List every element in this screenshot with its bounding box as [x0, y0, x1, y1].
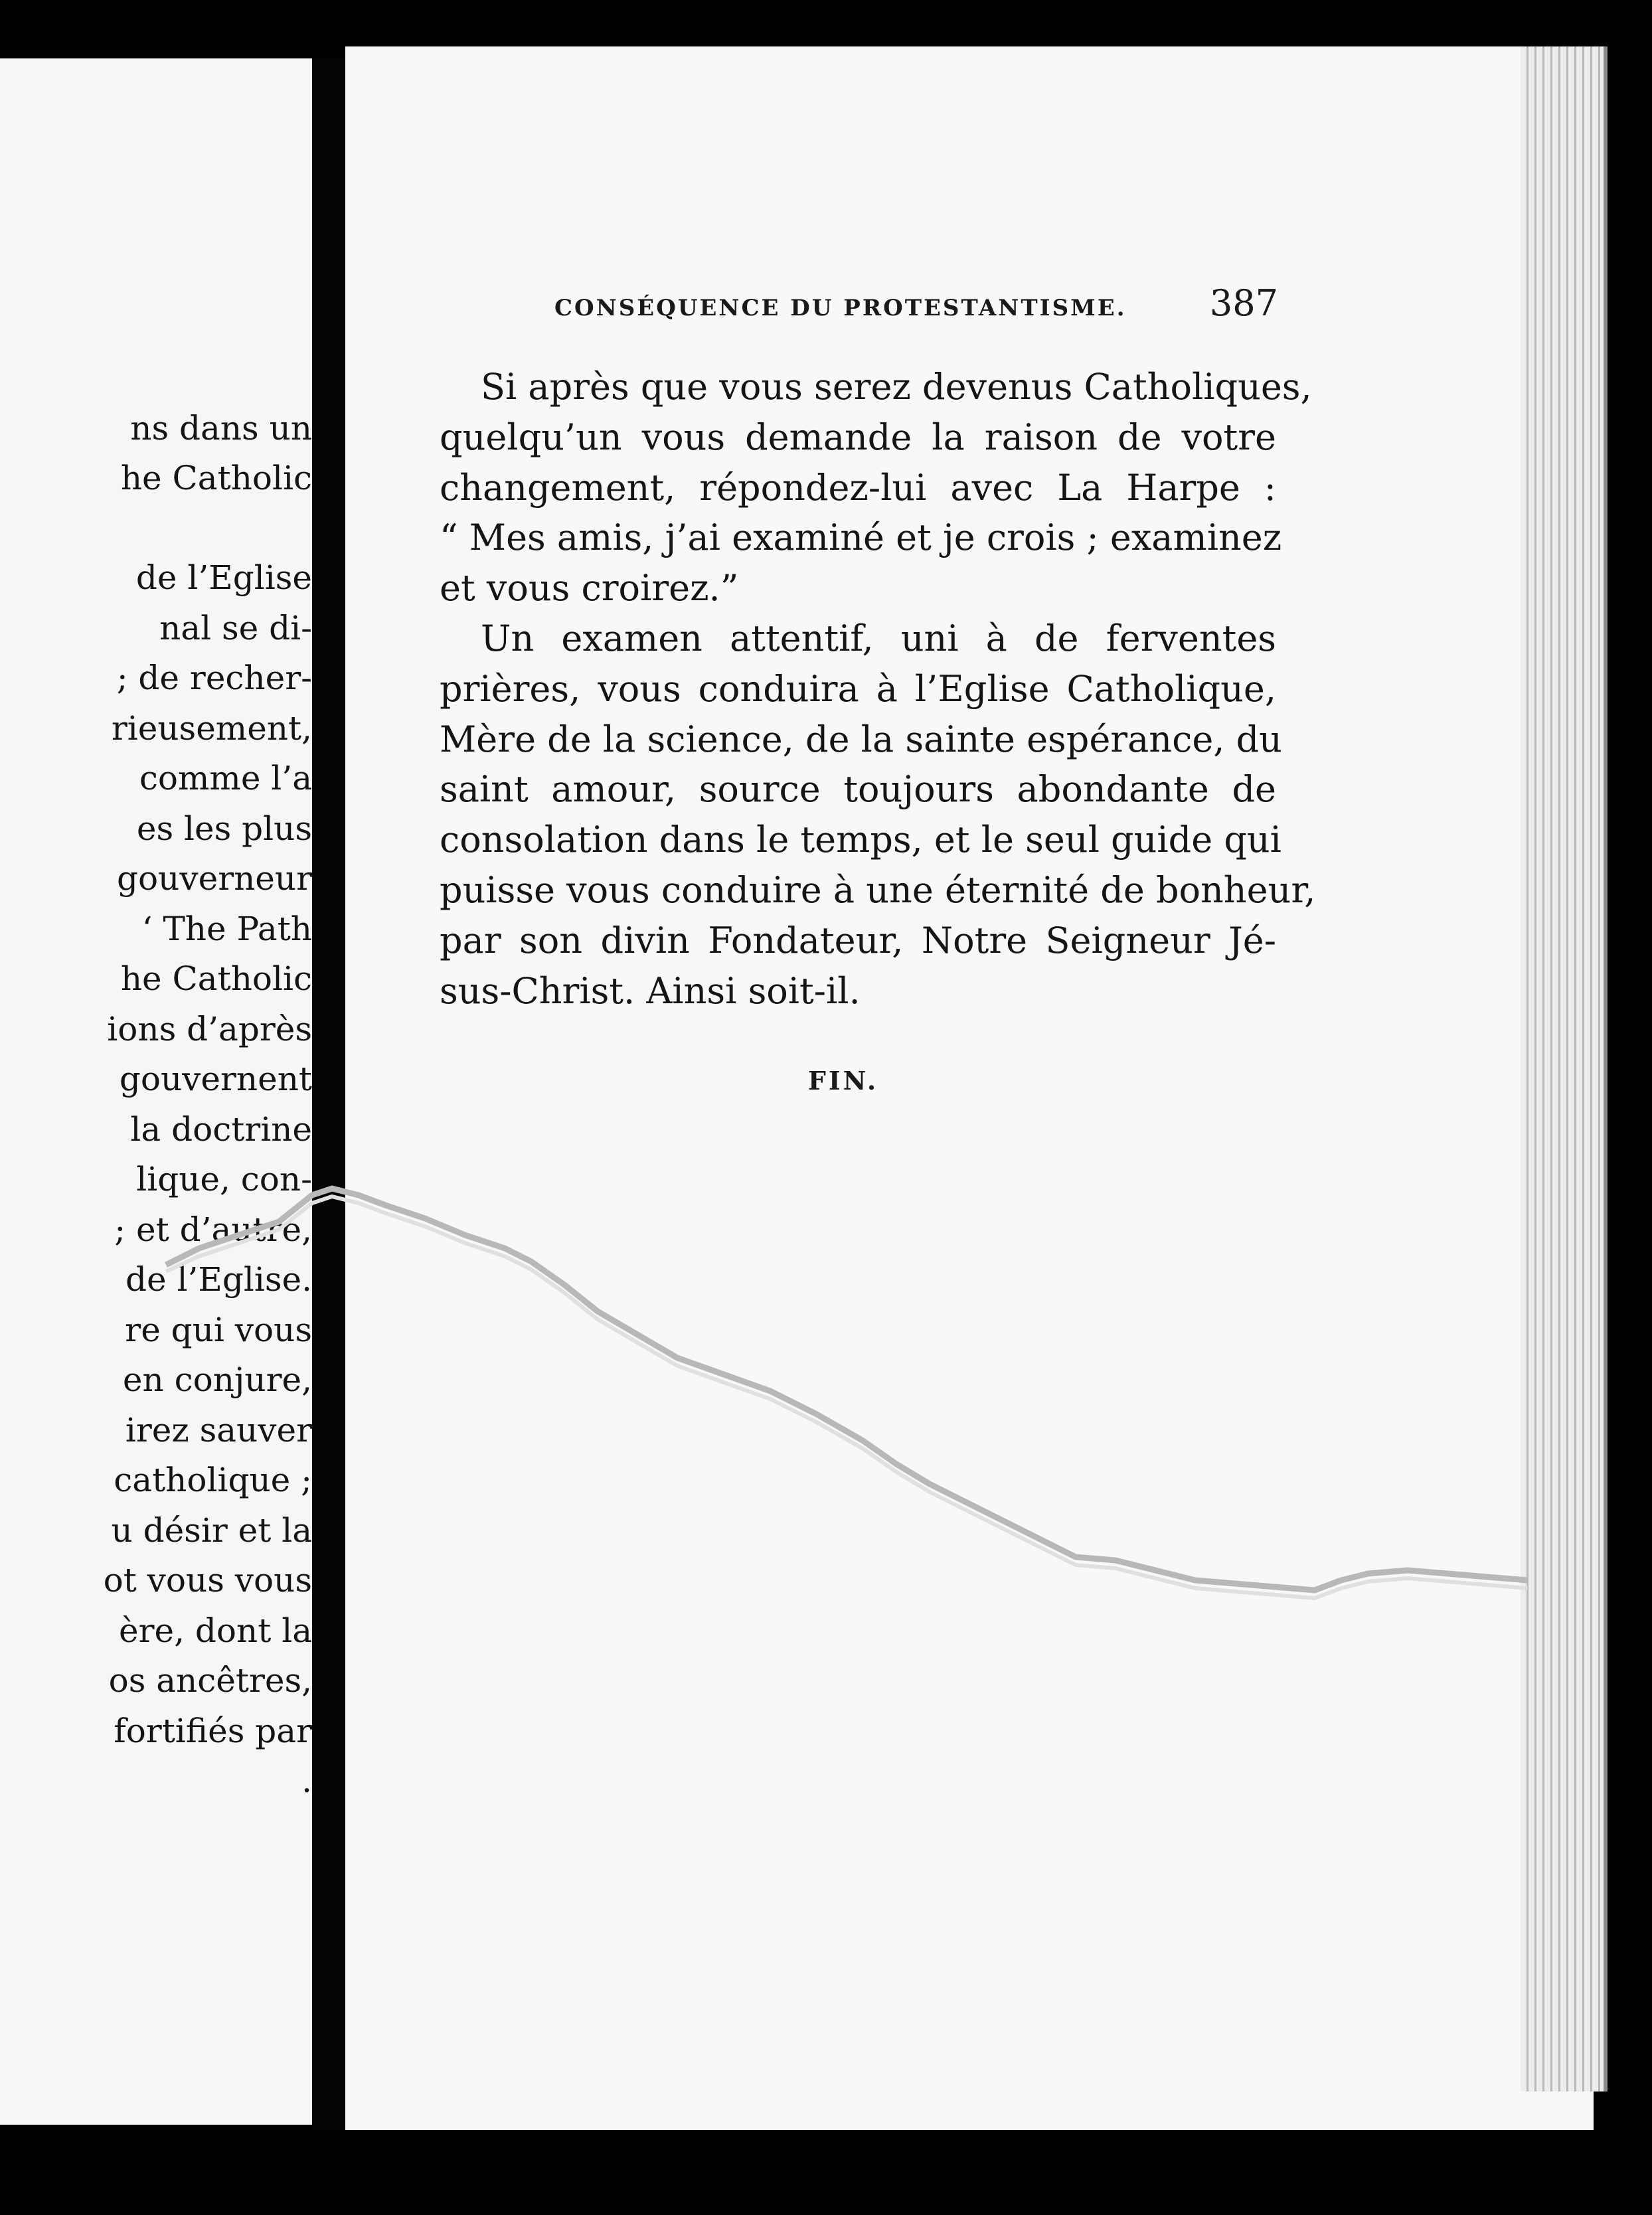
left-page-line: rieusement, — [111, 709, 312, 748]
left-page-line: de l’Eglise. — [125, 1260, 312, 1299]
left-page-line: he Catholic — [120, 459, 312, 497]
left-page-line: u désir et la — [111, 1511, 312, 1550]
left-page-line: ‘ The Path — [141, 910, 312, 948]
left-page-line: en conjure, — [122, 1360, 312, 1399]
end-mark: FIN. — [807, 1066, 879, 1096]
left-facing-page — [0, 58, 312, 2125]
paragraph-2-line: par son divin Fondateur, Notre Seigneur Jé- — [440, 919, 1276, 961]
left-page-line: os ancêtres, — [108, 1661, 312, 1700]
left-page-line: re qui vous — [125, 1311, 312, 1349]
left-page-line: de l’Eglise — [135, 558, 312, 597]
page-edges — [1521, 46, 1608, 2092]
running-head — [554, 282, 1278, 329]
paragraph-1-line: changement, répondez-lui avec La Harpe : — [440, 466, 1276, 509]
left-page-line: comme l’a — [139, 759, 312, 797]
left-page-line: la doctrine — [130, 1110, 312, 1149]
body-text — [440, 362, 1316, 1016]
paragraph-1-line: Si après que vous serez devenus Catholiques, — [481, 366, 1312, 408]
left-page-line: gouverneur — [117, 859, 312, 898]
left-page-line: nal se di- — [159, 609, 312, 647]
paragraph-2-line: prières, vous conduira à l’Eglise Catholique, — [440, 667, 1276, 710]
paragraph-2-line: consolation dans le temps, et le seul guide qui — [440, 819, 1281, 861]
paragraph-2-line: sus-Christ. Ainsi soit-il. — [440, 969, 861, 1012]
left-page-line: ns dans un — [130, 409, 312, 448]
paragraph-2-line: saint amour, source toujours abondante de — [440, 768, 1276, 811]
book-gutter — [312, 58, 347, 2130]
left-page-line: . — [301, 1762, 312, 1800]
left-page-line: ions d’après — [107, 1010, 312, 1048]
left-page-line: fortifiés par — [114, 1712, 312, 1750]
running-title: CONSÉQUENCE DU PROTESTANTISME. — [554, 295, 1127, 321]
left-page-line: ; et d’autre, — [114, 1210, 312, 1249]
right-page — [345, 46, 1594, 2130]
left-page-line: es les plus — [136, 809, 312, 848]
page-number: 387 — [1209, 282, 1278, 324]
paragraph-1-line: quelqu’un vous demande la raison de votre — [440, 416, 1276, 458]
left-page-line: gouvernent — [119, 1060, 312, 1098]
paragraph-2-line: Un examen attentif, uni à de ferventes — [481, 617, 1276, 659]
left-page-line: ère, dont la — [119, 1611, 312, 1650]
paragraph-2-line: Mère de la science, de la sainte espérance, du — [440, 718, 1282, 760]
left-page-line: ot vous vous — [103, 1561, 312, 1600]
left-page-line: catholique ; — [114, 1461, 312, 1499]
paragraph-1-line: et vous croirez.” — [440, 567, 739, 610]
paragraph-2-line: puisse vous conduire à une éternité de bonheur, — [440, 868, 1316, 911]
paragraph-1-line: “ Mes amis, j’ai examiné et je crois ; examinez — [440, 517, 1282, 559]
left-page-line: lique, con- — [136, 1160, 312, 1198]
left-page-line: ; de recher- — [116, 659, 312, 697]
left-page-line: he Catholic — [120, 959, 312, 998]
left-page-line: irez sauver — [125, 1411, 312, 1449]
